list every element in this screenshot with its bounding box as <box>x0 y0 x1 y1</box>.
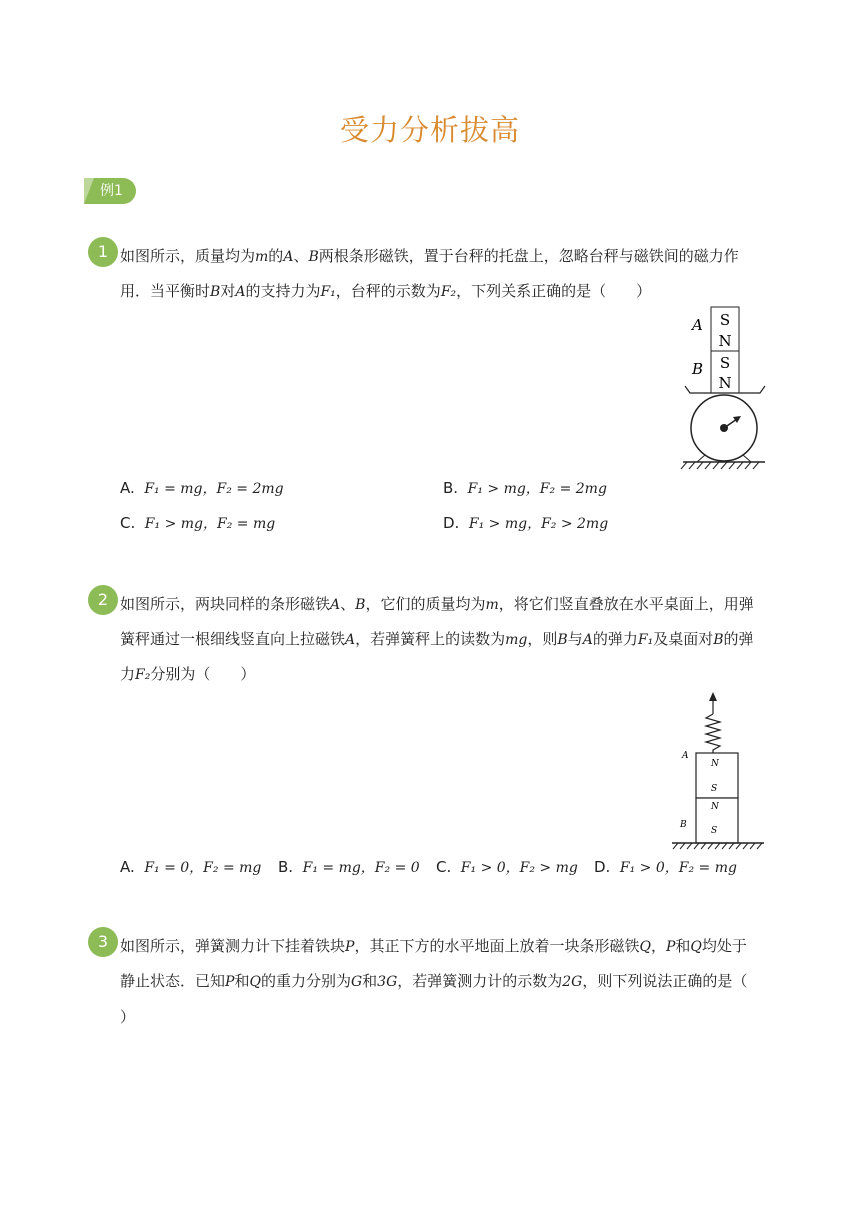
q1-label-B: B <box>692 360 704 378</box>
page-title: 受力分析拔高 <box>339 113 520 147</box>
q2-option-d[interactable]: D. F₁ > 0，F₂ = mg <box>594 858 737 876</box>
q2-label-B: B <box>680 820 687 830</box>
q2-figure-spring-magnets <box>670 690 766 852</box>
question-number-2: 2 <box>88 585 118 615</box>
q1-label-A: A <box>692 316 703 334</box>
q1-figure-scale <box>675 300 775 472</box>
section-tag-label: 例1 <box>100 183 123 199</box>
svg-text:S: S <box>711 784 718 794</box>
svg-text:S: S <box>719 354 731 372</box>
svg-text:S: S <box>719 311 731 329</box>
q3-line-2: 静止状态．已知P和Q的重力分别为G和3G，若弹簧测力计的示数为2G，则下列说法正确的是（ <box>120 972 748 990</box>
svg-text:S: S <box>711 826 718 836</box>
q1-line-1: 如图所示，质量均为m的A、B两根条形磁铁，置于台秤的托盘上，忽略台秤与磁铁间的磁力作 <box>120 247 739 265</box>
question-number-3: 3 <box>88 927 118 957</box>
q2-option-b[interactable]: B. F₁ = mg，F₂ = 0 <box>278 858 420 876</box>
q3-line-1: 如图所示，弹簧测力计下挂着铁块P，其正下方的水平地面上放着一块条形磁铁Q，P和Q均处于 <box>120 937 747 955</box>
q2-option-c[interactable]: C. F₁ > 0，F₂ > mg <box>436 858 578 876</box>
q1-option-b[interactable]: B. F₁ > mg，F₂ = 2mg <box>443 479 607 497</box>
q1-option-c[interactable]: C. F₁ > mg，F₂ = mg <box>120 514 276 532</box>
svg-text:N: N <box>718 374 732 392</box>
q3-line-3: ） <box>120 1008 136 1026</box>
svg-text:N: N <box>718 332 732 350</box>
q2-label-A: A <box>682 751 689 761</box>
q2-line-3: 力F₂分别为（ ） <box>120 665 256 683</box>
q2-line-1: 如图所示，两块同样的条形磁铁A、B，它们的质量均为m，将它们竖直叠放在水平桌面上，用弹 <box>120 595 754 613</box>
svg-text:N: N <box>711 802 719 812</box>
q1-line-2: 用．当平衡时B对A的支持力为F₁，台秤的示数为F₂，下列关系正确的是（ ） <box>120 282 652 300</box>
q2-option-a[interactable]: A. F₁ = 0，F₂ = mg <box>120 858 262 876</box>
q2-line-2: 簧秤通过一根细线竖直向上拉磁铁A，若弹簧秤上的读数为mg，则B与A的弹力F₁及桌面对B的弹 <box>120 630 754 648</box>
question-number-1: 1 <box>88 237 118 267</box>
q1-option-d[interactable]: D. F₁ > mg，F₂ > 2mg <box>443 514 609 532</box>
svg-text:N: N <box>711 759 719 769</box>
section-tag <box>84 178 136 204</box>
q1-option-a[interactable]: A. F₁ = mg，F₂ = 2mg <box>120 479 284 497</box>
